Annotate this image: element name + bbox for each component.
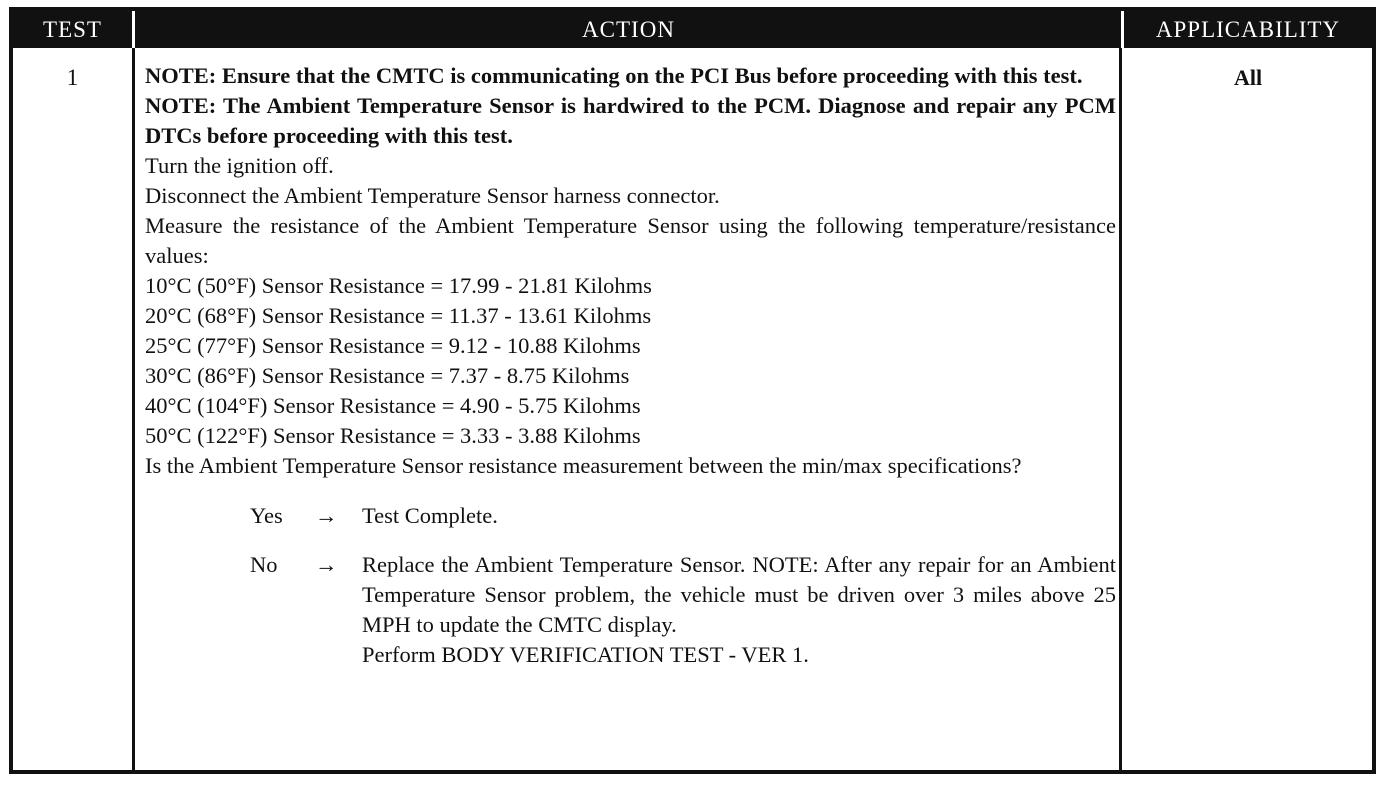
- column-divider: [132, 48, 135, 770]
- note-hardwired-pcm: NOTE: The Ambient Temperature Sensor is hardwired to the PCM. Diagnose and repair any PCM DTCs before proceeding with this test.: [145, 93, 1116, 148]
- header-test: TEST: [43, 17, 102, 42]
- note-pci-bus: NOTE: Ensure that the CMTC is communicating on the PCI Bus before proceeding with this test.: [145, 63, 1083, 88]
- answer-yes-label: Yes: [250, 503, 283, 528]
- resistance-spec-30c: 30°C (86°F) Sensor Resistance = 7.37 - 8.75 Kilohms: [145, 363, 630, 388]
- resistance-spec-50c: 50°C (122°F) Sensor Resistance = 3.33 - 3.88 Kilohms: [145, 423, 641, 448]
- answer-yes: [145, 501, 1116, 531]
- header-divider: [132, 11, 135, 48]
- header-action: ACTION: [582, 17, 675, 42]
- step-ignition-off: Turn the ignition off.: [145, 153, 334, 178]
- answer-no-text: Replace the Ambient Temperature Sensor. NOTE: After any repair for an Ambient Temperature Sensor problem, the vehicle must be driven over 3 miles above 25 MPH to update the CMTC display.: [362, 552, 1116, 637]
- resistance-spec-40c: 40°C (104°F) Sensor Resistance = 4.90 - 5.75 Kilohms: [145, 393, 641, 418]
- header-applicability: APPLICABILITY: [1155, 17, 1341, 42]
- diagnostic-test-table: [9, 7, 1376, 774]
- test-number: 1: [66, 65, 79, 90]
- resistance-spec-25c: 25°C (77°F) Sensor Resistance = 9.12 - 10.88 Kilohms: [145, 333, 641, 358]
- resistance-spec-20c: 20°C (68°F) Sensor Resistance = 11.37 - 13.61 Kilohms: [145, 303, 652, 328]
- answer-yes-text: Test Complete.: [362, 503, 498, 528]
- answer-no-label: No: [250, 552, 278, 577]
- table-header: [13, 11, 1372, 48]
- step-measure-resistance: Measure the resistance of the Ambient Temperature Sensor using the following temperature/resistance values:: [145, 213, 1116, 268]
- step-disconnect-connector: Disconnect the Ambient Temperature Sensor harness connector.: [145, 183, 720, 208]
- right-arrow-icon: →: [315, 503, 338, 528]
- right-arrow-icon: →: [315, 552, 338, 577]
- applicability-value: All: [1233, 65, 1263, 90]
- answer-no: [145, 550, 1116, 670]
- action-cell: [145, 61, 1116, 670]
- test-question: Is the Ambient Temperature Sensor resistance measurement between the min/max specifications?: [145, 453, 1022, 478]
- resistance-spec-10c: 10°C (50°F) Sensor Resistance = 17.99 - 21.81 Kilohms: [145, 273, 652, 298]
- answer-no-followup: Perform BODY VERIFICATION TEST - VER 1.: [362, 642, 809, 667]
- column-divider: [1119, 48, 1122, 770]
